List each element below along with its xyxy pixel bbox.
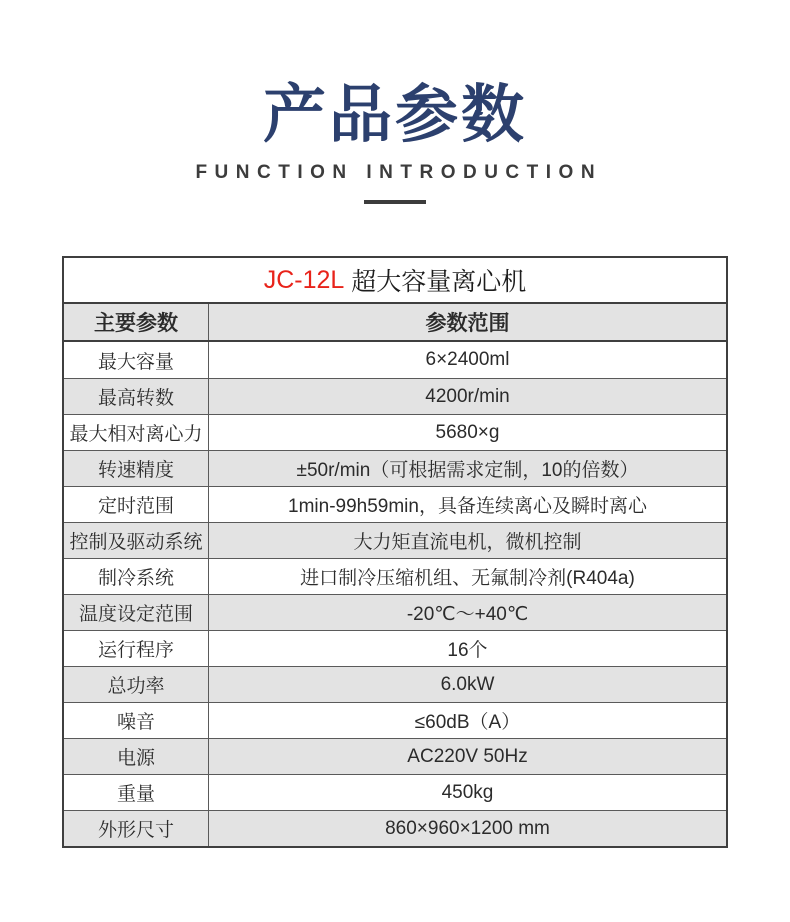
row-label: 最大相对离心力	[64, 415, 209, 450]
row-label: 外形尺寸	[64, 811, 209, 846]
row-value: 1min-99h59min，具备连续离心及瞬时离心	[288, 496, 647, 517]
row-label: 定时范围	[64, 487, 209, 522]
row-label: 总功率	[64, 667, 209, 702]
row-value: ≤60dB（A）	[414, 712, 521, 733]
row-label: 制冷系统	[64, 559, 209, 594]
row-value: 6×2400ml	[425, 349, 510, 370]
row-label: 控制及驱动系统	[64, 523, 209, 558]
column-header-range: 参数范围	[425, 312, 510, 335]
spec-table	[62, 256, 728, 848]
product-name: 超大容量离心机	[344, 268, 527, 296]
row-value: ±50r/min（可根据需求定制，10的倍数）	[296, 460, 639, 481]
row-value: 5680×g	[435, 421, 500, 443]
row-label: 最大容量	[64, 342, 209, 378]
row-value: 6.0kW	[440, 673, 495, 695]
table-row	[64, 702, 726, 738]
page-title: 产品参数	[263, 80, 527, 150]
row-label: 噪音	[64, 703, 209, 738]
table-title-row	[64, 258, 726, 304]
table-row	[64, 558, 726, 594]
table-header-row	[64, 304, 726, 342]
table-row	[64, 630, 726, 666]
table-row	[64, 486, 726, 522]
table-row	[64, 810, 726, 846]
row-value: 4200r/min	[425, 385, 510, 407]
table-row	[64, 414, 726, 450]
row-value: 860×960×1200 mm	[385, 817, 550, 839]
table-row	[64, 522, 726, 558]
row-label: 重量	[64, 775, 209, 810]
page-subtitle: FUNCTION INTRODUCTION	[195, 162, 603, 183]
title-divider	[364, 200, 426, 204]
row-value: 450kg	[441, 781, 494, 803]
table-row	[64, 738, 726, 774]
row-label: 温度设定范围	[64, 595, 209, 630]
row-label: 电源	[64, 739, 209, 774]
row-value: 进口制冷压缩机组、无氟制冷剂(R404a)	[300, 568, 635, 589]
column-header-param: 主要参数	[64, 304, 209, 340]
row-value: 16个	[447, 640, 488, 661]
table-row	[64, 378, 726, 414]
table-row	[64, 666, 726, 702]
table-row	[64, 594, 726, 630]
table-row	[64, 774, 726, 810]
row-label: 运行程序	[64, 631, 209, 666]
row-value: AC220V 50Hz	[407, 745, 528, 767]
table-row	[64, 450, 726, 486]
row-value: -20℃～+40℃	[406, 604, 529, 625]
row-label: 转速精度	[64, 451, 209, 486]
product-model: JC-12L	[263, 265, 345, 294]
row-value: 大力矩直流电机，微机控制	[353, 532, 582, 553]
table-row	[64, 342, 726, 378]
row-label: 最高转数	[64, 379, 209, 414]
